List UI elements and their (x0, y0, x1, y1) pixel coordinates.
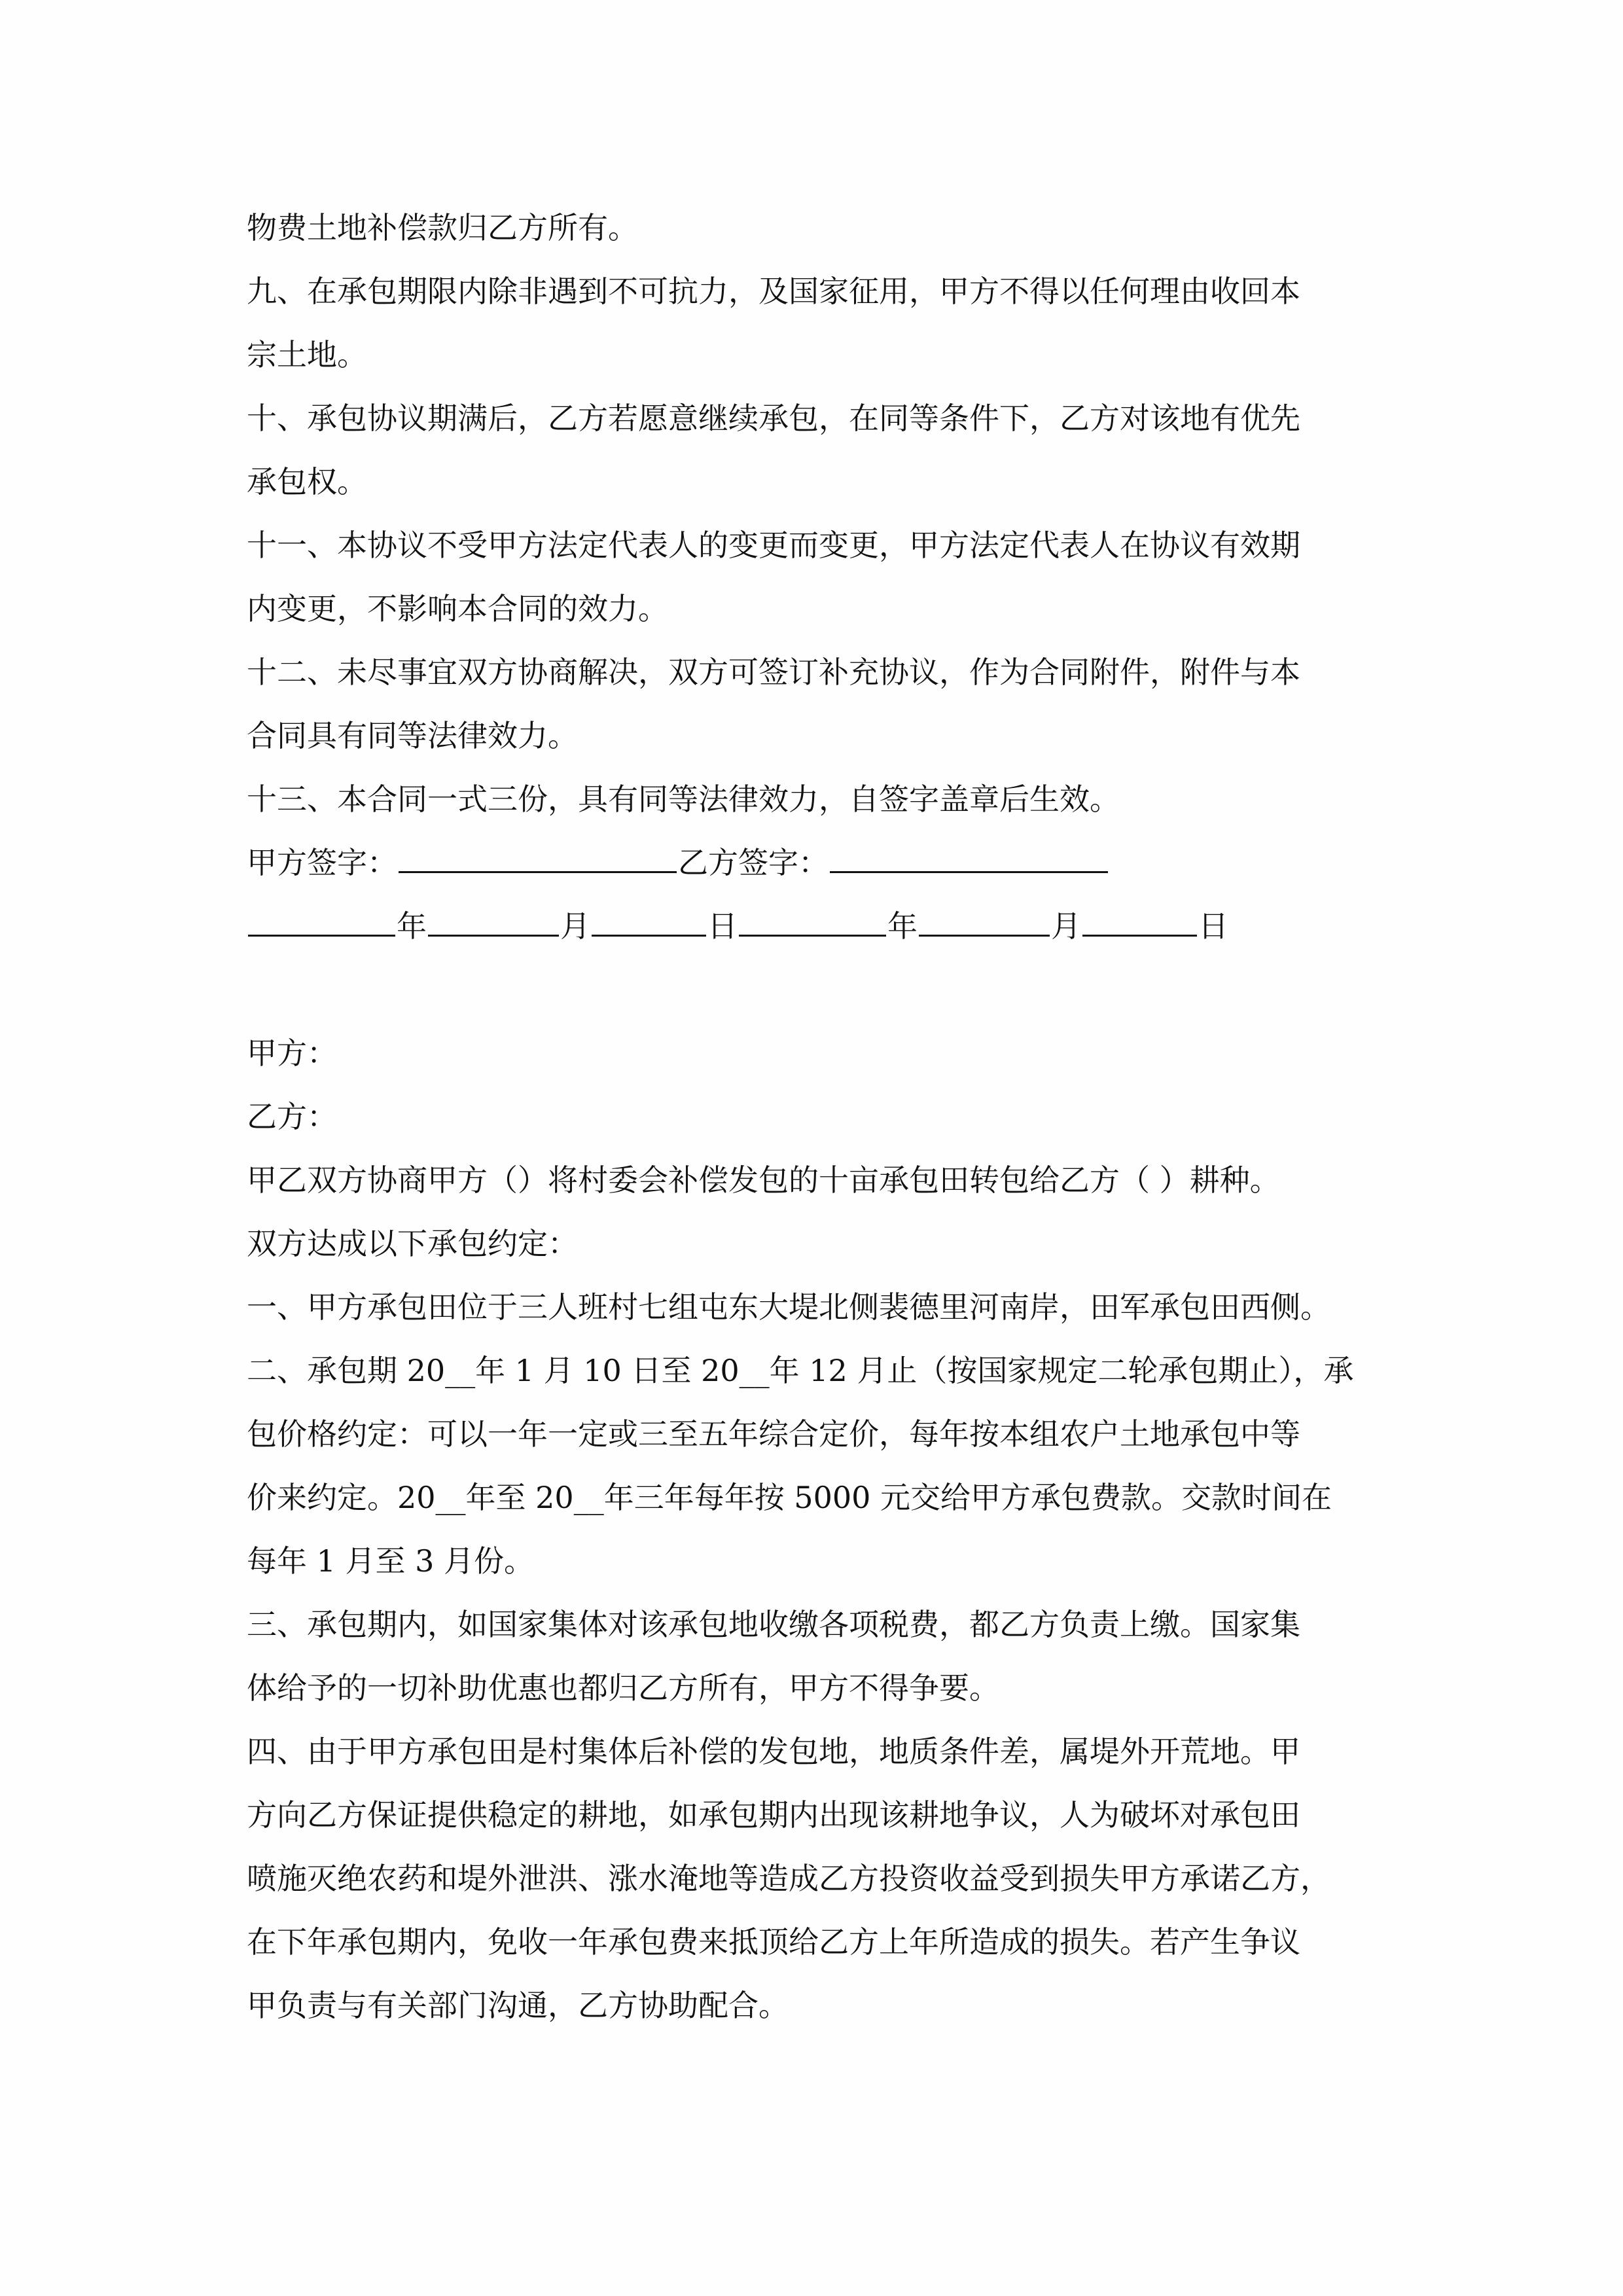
month-label: 月 (1051, 908, 1081, 944)
signature-row (247, 831, 1379, 895)
clause-1-line-1: 一、甲方承包田位于三人班村七组屯东大堤北侧裴德里河南岸，田军承包田西侧。 (247, 1289, 1330, 1325)
party-a-year-field[interactable] (248, 908, 395, 937)
month-label: 月 (560, 908, 590, 944)
party-a-day-field[interactable] (592, 908, 706, 937)
clause-2-line-1: 二、承包期 20__年 1 月 10 日至 20__年 12 月止（按国家规定二轮承包期止），承 (247, 1353, 1354, 1388)
clause-4-line-3: 喷施灭绝农药和堤外泄洪、涨水淹地等造成乙方投资收益受到损失甲方承诺乙方， (247, 1861, 1330, 1896)
clause-12-line-2: 合同具有同等法律效力。 (247, 718, 578, 753)
party-a-month-field[interactable] (428, 908, 559, 937)
clause-9-line-1: 九、在承包期限内除非遇到不可抗力，及国家征用，甲方不得以任何理由收回本 (247, 274, 1300, 309)
clause-2-line-3: 价来约定。20__年至 20__年三年每年按 5000 元交给甲方承包费款。交款时间在 (247, 1480, 1332, 1515)
clause-9-line-2: 宗土地。 (247, 337, 367, 372)
blank-line (247, 958, 1379, 1022)
document-body (247, 196, 1379, 2037)
party-b-year-field[interactable] (739, 908, 886, 937)
year-label: 年 (397, 908, 427, 944)
preamble-line-2: 双方达成以下承包约定： (247, 1226, 578, 1261)
clause-13-line-1: 十三、本合同一式三份，具有同等法律效力，自签字盖章后生效。 (247, 781, 1120, 817)
date-row (247, 895, 1379, 958)
preamble-line-1: 甲乙双方协商甲方（）将村委会补偿发包的十亩承包田转包给乙方（ ）耕种。 (247, 1162, 1280, 1198)
clause-10-line-2: 承包权。 (247, 464, 367, 499)
party-a-signature-label: 甲方签字： (247, 845, 397, 880)
party-b-signature-field[interactable] (830, 845, 1108, 873)
clause-2-line-2: 包价格约定：可以一年一定或三至五年综合定价，每年按本组农户土地承包中等 (247, 1416, 1300, 1452)
party-b-month-field[interactable] (919, 908, 1050, 937)
clause-3-line-1: 三、承包期内，如国家集体对该承包地收缴各项税费，都乙方负责上缴。国家集 (247, 1607, 1300, 1642)
year-label: 年 (887, 908, 918, 944)
clause-12-line-1: 十二、未尽事宜双方协商解决，双方可签订补充协议，作为合同附件，附件与本 (247, 655, 1300, 690)
clause-4-line-4: 在下年承包期内，免收一年承包费来抵顶给乙方上年所造成的损失。若产生争议 (247, 1924, 1300, 1960)
party-a-signature-field[interactable] (399, 845, 677, 873)
party-b-line: 乙方： (247, 1099, 337, 1134)
text-line: 物费土地补偿款归乙方所有。 (247, 210, 638, 245)
party-b-day-field[interactable] (1082, 908, 1197, 937)
clause-2-line-4: 每年 1 月至 3 月份。 (247, 1543, 535, 1579)
party-b-signature-label: 乙方签字： (678, 845, 829, 880)
clause-4-line-5: 甲负责与有关部门沟通，乙方协助配合。 (247, 1988, 789, 2023)
clause-4-line-2: 方向乙方保证提供稳定的耕地，如承包期内出现该耕地争议，人为破坏对承包田 (247, 1797, 1300, 1833)
party-a-line: 甲方： (247, 1035, 337, 1071)
day-label: 日 (1198, 908, 1228, 944)
day-label: 日 (707, 908, 738, 944)
clause-3-line-2: 体给予的一切补助优惠也都归乙方所有，甲方不得争要。 (247, 1670, 999, 1706)
clause-10-line-1: 十、承包协议期满后，乙方若愿意继续承包，在同等条件下，乙方对该地有优先 (247, 401, 1300, 436)
clause-11-line-1: 十一、本协议不受甲方法定代表人的变更而变更，甲方法定代表人在协议有效期 (247, 528, 1300, 563)
clause-11-line-2: 内变更，不影响本合同的效力。 (247, 591, 668, 626)
clause-4-line-1: 四、由于甲方承包田是村集体后补偿的发包地，地质条件差，属堤外开荒地。甲 (247, 1734, 1300, 1769)
